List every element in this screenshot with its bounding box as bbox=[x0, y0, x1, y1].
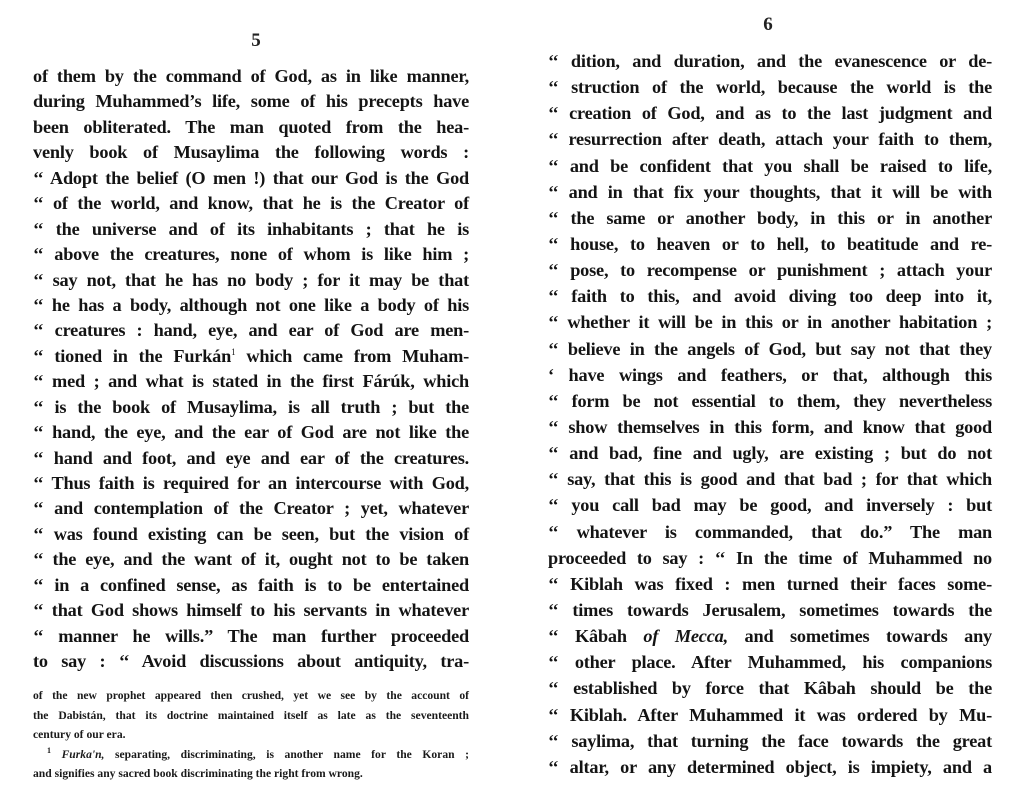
text-line: ‘‘ Kiblah. After Muhammed it was ordered by Mu- bbox=[548, 704, 992, 725]
page-number: 6 bbox=[763, 14, 773, 35]
text-line: ‘‘ the universe and of its inhabitants ; that he is bbox=[33, 218, 469, 239]
text-line: of them by the command of God, as in like manner, bbox=[33, 66, 469, 86]
text-line: ‘‘ struction of the world, because the world is the bbox=[548, 77, 992, 98]
text-line: ‘‘ of the world, and know, that he is the Creator of bbox=[33, 193, 469, 214]
text-line: ‘‘ form be not essential to them, they nevertheless bbox=[548, 390, 992, 411]
text-line: ‘‘ altar, or any determined object, is impiety, and a bbox=[548, 756, 992, 777]
text-line: ‘‘ pose, to recompense or punishment ; attach your bbox=[548, 260, 992, 281]
text-segment: and sometimes towards any bbox=[727, 626, 992, 647]
text-segment: which came from Muham- bbox=[235, 345, 469, 366]
footnote-text: separating, discriminating, is another name for the Koran ; bbox=[104, 747, 469, 761]
text-line: ‘‘ that God shows himself to his servants in whatever bbox=[33, 600, 469, 621]
text-line: ‘ have wings and feathers, or that, although this bbox=[548, 364, 992, 385]
text-line: ‘‘ faith to this, and avoid diving too deep into it, bbox=[548, 286, 992, 307]
text-line: ‘‘ you call bad may be good, and inversely : but bbox=[548, 495, 992, 516]
text-line: ‘‘ and be confident that you shall be raised to life, bbox=[548, 155, 992, 176]
text-line: ‘‘ manner he wills.” The man further proceeded bbox=[33, 625, 469, 646]
text-line: ‘‘ believe in the angels of God, but say not that they bbox=[548, 338, 992, 359]
text-line: ‘‘ hand and foot, and eye and ear of the creatures. bbox=[33, 447, 469, 468]
footnote-line: of the new prophet appeared then crushed, yet we see by the account of bbox=[33, 689, 469, 702]
text-line: ‘‘ he has a body, although not one like a body of his bbox=[33, 294, 469, 315]
footnotes bbox=[33, 686, 469, 784]
text-line: ‘‘ hand, the eye, and the ear of God are not like the bbox=[33, 422, 469, 443]
text-line: ‘‘ creation of God, and as to the last judgment and bbox=[548, 103, 992, 124]
text-line: ‘‘ Thus faith is required for an intercourse with God, bbox=[33, 473, 469, 493]
text-line: ‘‘ whether it will be in this or in another habitation ; bbox=[548, 312, 992, 333]
text-line: ‘‘ the same or another body, in this or in another bbox=[548, 207, 992, 228]
text-line: ‘‘ is the book of Musaylima, is all truth ; but the bbox=[33, 396, 469, 417]
footnote-marker: 1 bbox=[47, 745, 51, 755]
text-line: ‘‘ and in that fix your thoughts, that it will be with bbox=[548, 181, 992, 202]
page-number: 5 bbox=[251, 30, 261, 51]
text-line: ‘‘ say, that this is good and that bad ; for that which bbox=[548, 469, 992, 490]
text-line: ‘‘ times towards Jerusalem, sometimes towards the bbox=[548, 599, 992, 620]
text-line: ‘‘ above the creatures, none of whom is like him ; bbox=[33, 244, 469, 265]
text-segment: ‘‘ tioned in the Furkán bbox=[33, 345, 232, 366]
text-line: ‘‘ in a confined sense, as faith is to be entertained bbox=[33, 574, 469, 595]
text-line: ‘‘ and bad, fine and ugly, are existing ; but do not bbox=[548, 443, 992, 464]
text-line: ‘‘ creatures : hand, eye, and ear of God are men- bbox=[33, 320, 469, 341]
text-line-with-italic bbox=[548, 623, 992, 649]
text-line: proceeded to say : ‘‘ In the time of Muhammed no bbox=[548, 547, 992, 568]
text-line: ‘‘ and contemplation of the Creator ; yet, whatever bbox=[33, 498, 469, 519]
text-line: venly book of Musaylima the following words : bbox=[33, 142, 469, 163]
text-line: ‘‘ the eye, and the want of it, ought not to be taken bbox=[33, 549, 469, 570]
text-line: ‘‘ resurrection after death, attach your faith to them, bbox=[548, 129, 992, 150]
text-line: ‘‘ other place. After Muhammed, his companions bbox=[548, 652, 992, 673]
text-line: during Muhammed’s life, some of his precepts have bbox=[33, 91, 469, 112]
text-line: ‘‘ established by force that Kâbah should be the bbox=[548, 678, 992, 699]
right-page bbox=[512, 0, 1023, 802]
text-line: to say : ‘‘ Avoid discussions about antiquity, tra- bbox=[33, 651, 469, 672]
text-line: ‘‘ Adopt the belief (O men !) that our God is the God bbox=[33, 167, 469, 188]
footnote-1 bbox=[33, 745, 469, 765]
footnote-line: the Dabistán, that its doctrine maintained itself as late as the seventeenth bbox=[33, 708, 469, 722]
footnote-line: century of our era. bbox=[33, 728, 126, 741]
text-line: ‘‘ saylima, that turning the face towards the great bbox=[548, 730, 992, 751]
text-line: ‘‘ whatever is commanded, that do.” The man bbox=[548, 521, 992, 542]
footnote-line: and signifies any sacred book discriminating the right from wrong. bbox=[33, 767, 363, 780]
text-line: ‘‘ house, to heaven or to hell, to beatitude and re- bbox=[548, 233, 992, 254]
text-line: ‘‘ dition, and duration, and the evanescence or de- bbox=[548, 51, 992, 71]
footnote-term: Furka'n, bbox=[61, 747, 105, 761]
text-segment: ‘‘ Kâbah bbox=[548, 626, 644, 647]
text-line: been obliterated. The man quoted from the hea- bbox=[33, 116, 469, 137]
text-line: ‘‘ say not, that he has no body ; for it may be that bbox=[33, 269, 469, 290]
footnote-reference[interactable]: 1 bbox=[231, 346, 236, 357]
text-line: ‘‘ med ; and what is stated in the first Fárúk, which bbox=[33, 371, 469, 392]
body-text bbox=[548, 48, 992, 780]
text-line: ‘‘ show themselves in this form, and know that good bbox=[548, 416, 992, 437]
body-text bbox=[33, 64, 469, 675]
text-line: ‘‘ Kiblah was fixed : men turned their faces some- bbox=[548, 573, 992, 594]
italic-segment: of Mecca, bbox=[643, 626, 728, 647]
text-line-with-footnote-ref bbox=[33, 344, 469, 369]
text-line: ‘‘ was found existing can be seen, but the vision of bbox=[33, 523, 469, 544]
